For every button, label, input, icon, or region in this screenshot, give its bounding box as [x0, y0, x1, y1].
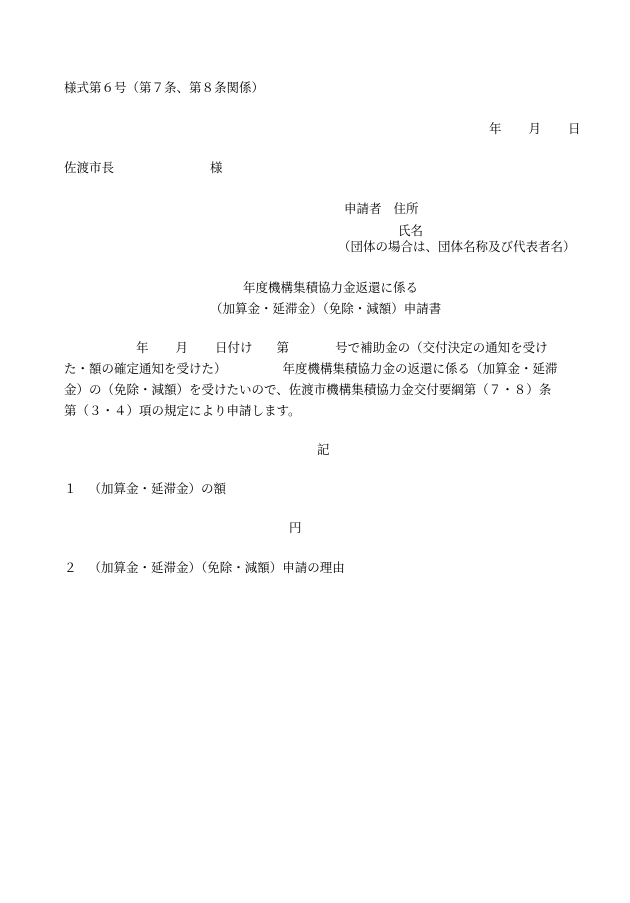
- date-month: 月: [528, 121, 542, 136]
- body-line-4: 第（３・４）項の規定により申請します。: [64, 403, 301, 418]
- body-line-3: 金）の（免除・減額）を受けたいので、佐渡市機構集積協力金交付要綱第（７・８）条: [64, 382, 552, 397]
- item-2-label: （加算金・延滞金）（免除・減額）申請の理由: [88, 560, 345, 575]
- addressee-honorific: 様: [210, 160, 223, 175]
- date-line: [489, 123, 581, 136]
- item-1-label: （加算金・延滞金）の額: [88, 481, 227, 496]
- body-line2-b: 年度機構集積協力金の返還に係る（加算金・延滞: [282, 361, 558, 376]
- applicant-address-row: [344, 203, 419, 216]
- body-year: 年: [136, 340, 149, 355]
- applicant-name-label: 氏名: [398, 223, 424, 238]
- addressee-name: 佐渡市長: [64, 160, 115, 175]
- body-no: 第: [276, 340, 290, 355]
- yen-label: 円: [289, 520, 302, 535]
- item-1: [64, 483, 226, 496]
- applicant-address-label: 住所: [393, 201, 419, 216]
- date-year: 年: [489, 121, 502, 136]
- form-label: 様式第６号（第７条、第８条関係）: [64, 80, 265, 95]
- body-dated: 日付け: [215, 340, 253, 355]
- body-line-2: [64, 363, 558, 376]
- body-line-1: [64, 342, 548, 355]
- document-title-line1: 年度機構集積協力金返還に係る: [243, 280, 419, 295]
- applicant-role: 申請者: [344, 201, 382, 216]
- date-day: 日: [568, 121, 581, 136]
- ki-heading: 記: [317, 442, 330, 457]
- applicant-note: （団体の場合は、団体名称及び代表者名）: [338, 239, 576, 254]
- item-2-number: ２: [64, 560, 77, 575]
- addressee: [64, 160, 223, 175]
- item-2: [64, 562, 345, 575]
- document-title-line2: （加算金・延滞金）（免除・減額）申請書: [210, 301, 442, 316]
- item-1-number: １: [64, 481, 77, 496]
- body-month: 月: [175, 340, 189, 355]
- body-line2-a: た・額の確定通知を受けた）: [64, 361, 227, 376]
- body-line1-rest: 号で補助金の（交付決定の通知を受け: [335, 340, 548, 355]
